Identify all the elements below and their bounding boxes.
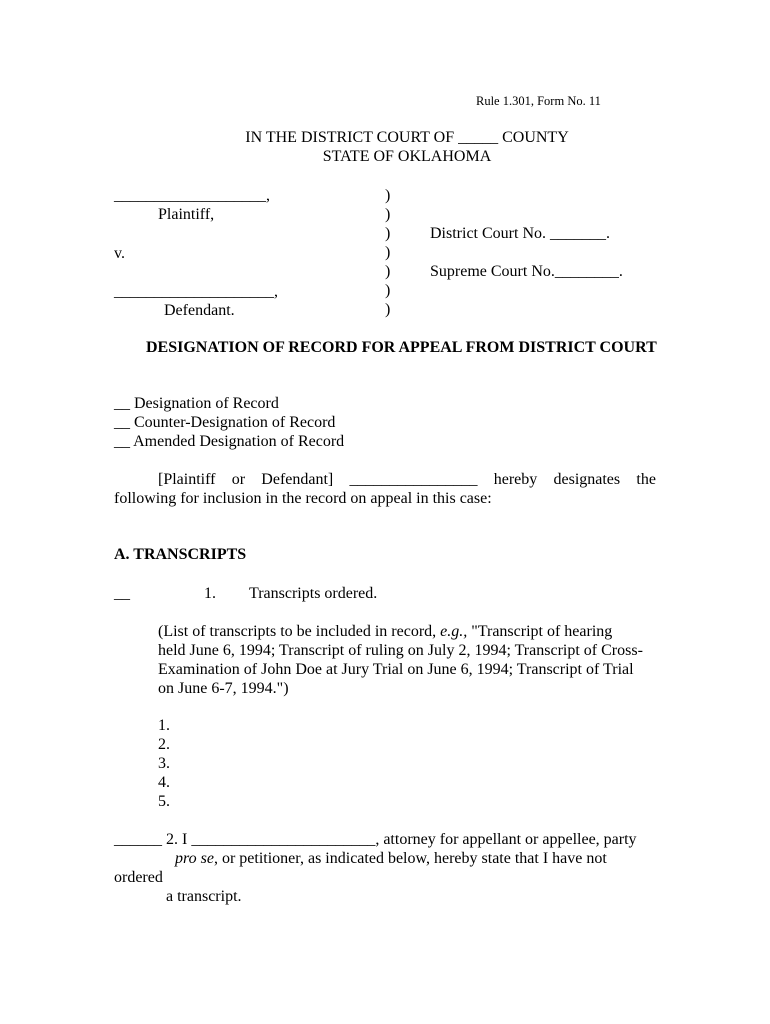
caption-paren: ) (385, 206, 391, 223)
transcript-list-number: 1. (158, 717, 170, 734)
caption-paren: ) (385, 244, 391, 261)
intro-word: [Plaintiff (158, 471, 216, 488)
transcript-note-line1 (158, 622, 612, 641)
intro-word: Defendant] (261, 471, 334, 488)
intro-word: hereby (493, 471, 538, 488)
pro-se-emphasis: pro se (175, 850, 214, 867)
defendant-label: Defendant. (164, 302, 235, 319)
court-heading-line1: IN THE DISTRICT COURT OF _____ COUNTY (245, 129, 569, 146)
transcript-note-line4: on June 6-7, 1994.") (158, 680, 289, 697)
caption-paren: ) (385, 225, 391, 242)
intro-line1 (158, 470, 656, 489)
transcript-note-line2: held June 6, 1994; Transcript of ruling on July 2, 1994; Transcript of Cross- (158, 642, 643, 659)
form-reference: Rule 1.301, Form No. 11 (476, 94, 601, 108)
supreme-court-number: Supreme Court No.________. (430, 263, 623, 280)
option-counter-designation: __ Counter-Designation of Record (114, 414, 336, 431)
note-text: "Transcript of hearing (467, 623, 613, 640)
transcript-list-number: 5. (158, 793, 170, 810)
court-heading-line2: STATE OF OKLAHOMA (322, 148, 492, 165)
caption-paren: ) (385, 301, 391, 318)
transcript-list-number: 2. (158, 736, 170, 753)
intro-word: or (231, 471, 246, 488)
caption-paren: ) (385, 282, 391, 299)
item1-text: Transcripts ordered. (249, 585, 378, 602)
intro-word: designates (553, 471, 621, 488)
caption-paren: ) (385, 263, 391, 280)
item1-blank: __ (114, 585, 130, 602)
item1-number: 1. (204, 585, 216, 602)
plaintiff-label: Plaintiff, (158, 206, 215, 223)
transcript-list-number: 4. (158, 774, 170, 791)
section-a-heading: A. TRANSCRIPTS (114, 546, 247, 563)
item2-line4: a transcript. (166, 888, 242, 905)
intro-word: the (636, 471, 656, 488)
note-text: (List of transcripts to be included in record, (158, 623, 441, 640)
transcript-list-number: 3. (158, 755, 170, 772)
item2-line3: ordered (114, 869, 163, 886)
party-name-blank: ________________ (349, 471, 478, 488)
transcript-note-line3: Examination of John Doe at Jury Trial on June 6, 1994; Transcript of Trial (158, 661, 634, 678)
versus-label: v. (114, 245, 125, 262)
defendant-name-blank: ____________________, (114, 283, 278, 300)
document-title: DESIGNATION OF RECORD FOR APPEAL FROM DISTRICT COURT (146, 339, 657, 356)
item2-line2 (175, 849, 607, 868)
item2-text: , or petitioner, as indicated below, hereby state that I have not (213, 850, 607, 867)
caption-paren: ) (385, 187, 391, 204)
district-court-number: District Court No. _______. (430, 225, 610, 242)
item2-line1: ______ 2. I _______________________, attorney for appellant or appellee, party (114, 831, 637, 848)
intro-line2: following for inclusion in the record on appeal in this case: (114, 490, 492, 507)
plaintiff-name-blank: ___________________, (114, 187, 270, 204)
note-emphasis: e.g., (440, 623, 468, 640)
option-designation: __ Designation of Record (114, 395, 279, 412)
option-amended-designation: __ Amended Designation of Record (114, 433, 345, 450)
